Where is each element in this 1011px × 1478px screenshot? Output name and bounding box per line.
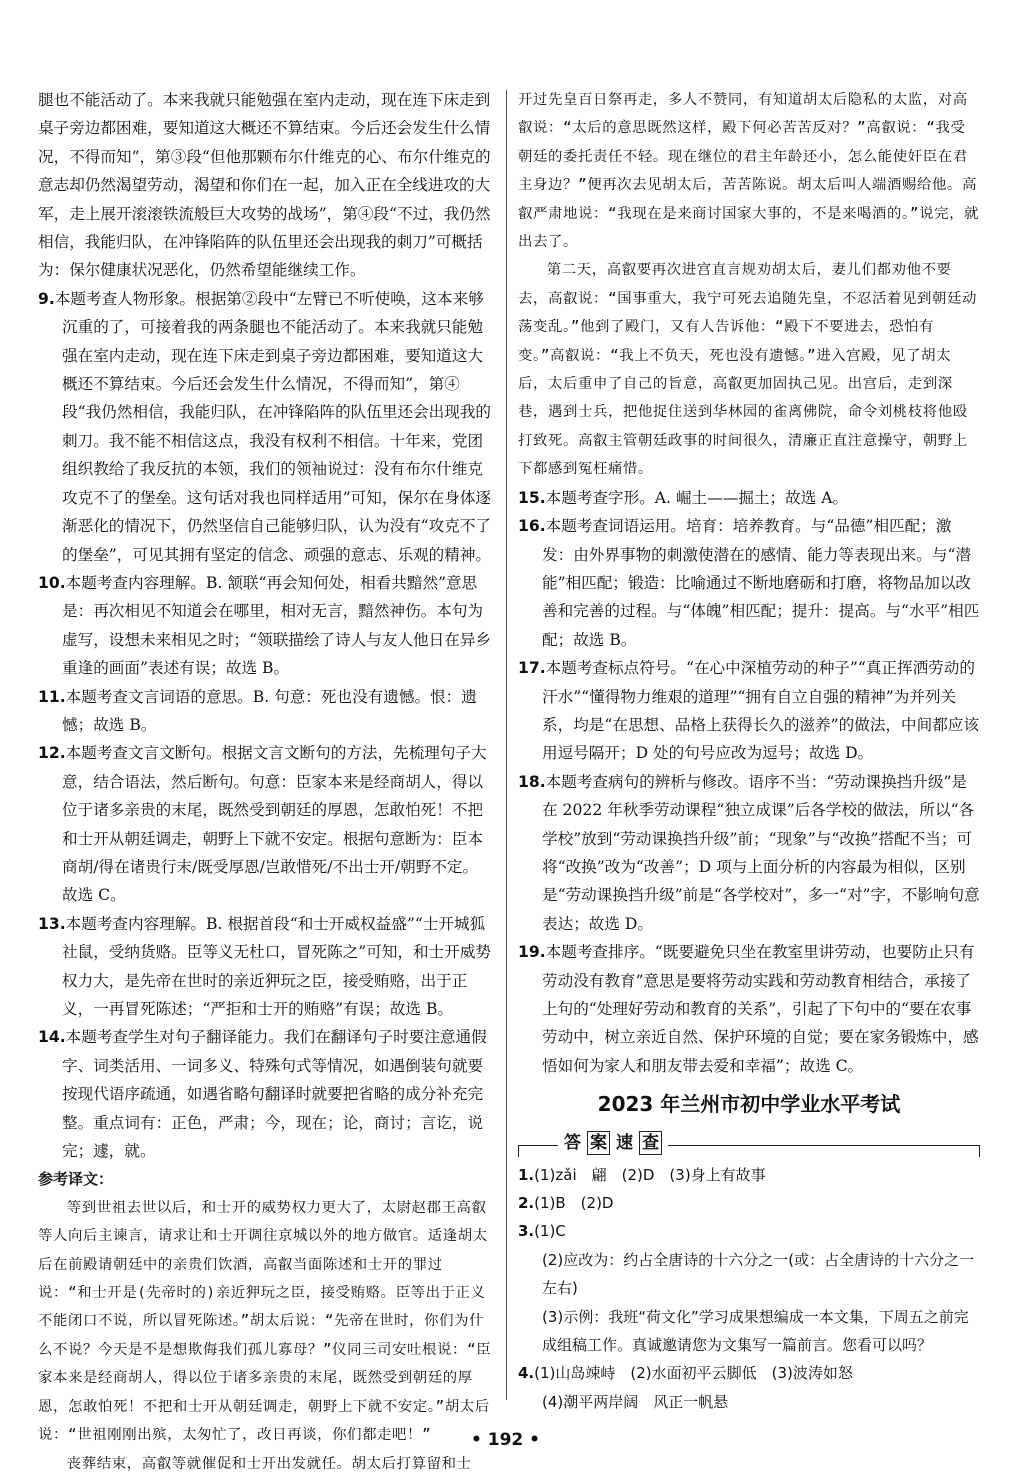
banner-cap-left <box>518 1145 519 1157</box>
answer-item-18: 18.本题考查病句的辨析与修改。语序不当：“劳动课换挡升级”是在 2022 年秋季劳动课程“独立成课”后各学校的做法，所以“各学校”放到“劳动课换挡升级”前；“现象”与“改换”搭配不当；可将“改换”改为“改善”；D 项与上面分析的内容最为相似，区别是“劳动课换挡升级”前是“各学校对”，多一“对”字，不影响句意表达；故选 D。 <box>518 772 980 933</box>
quick-answer-3: 3.(1)C <box>518 1222 566 1241</box>
translation-paragraph-1: 等到世祖去世以后，和士开的威势权力更大了，太尉赵郡王高叡等人向后主谏言，请求让和士开调往京城以外的地方做官。适逢胡太后在前殿请朝廷中的亲贵们饮酒，高叡当面陈述和士开的罪过说：“和士开是(先帝时的)亲近狎玩之臣，接受贿赂。臣等出于正义不能闭口不说，所以冒死陈述。”胡太后说：“先帝在世时，你们为什么不说？今天是不是想欺侮我们孤儿寡母？”仪同三司安吐根说：“臣家本来是经商胡人，得以位于诸多亲贵的末尾，既然受到朝廷的厚恩，怎敢怕死！不把和士开从朝廷调走，朝野上下就不安定。”胡太后说：“世祖刚刚出殡，太匆忙了，改日再谈，你们都走吧！” <box>38 1199 492 1444</box>
quick-answer-4: 4.(1)山岛竦峙 (2)水面初平云脚低 (3)波涛如怒 <box>518 1364 853 1383</box>
right-column <box>518 86 980 1416</box>
answer-item-14: 14.本题考查学生对句子翻译能力。我们在翻译句子时要注意通假字、词类活用、一词多义、特殊句式等情况，如遇倒装句就要按现代语序疏通，如遇省略句翻译时就要把省略的成分补充完整。重点词有：正色，严肃；今，现在；论，商讨；言讫，说完；遽，就。 <box>38 1028 487 1161</box>
quick-answers <box>518 1161 980 1417</box>
quick-answer-4-4: (4)潮平两岸阔 风正一帆悬 <box>542 1392 729 1411</box>
left-column <box>38 86 493 1478</box>
banner-chars <box>558 1131 668 1155</box>
answer-item-19: 19.本题考查排序。“既要避免只坐在教室里讲劳动，也要防止只有劳动没有教育”意思是要将劳动实践和劳动教育相结合，承接了上句的“处理好劳动和教育的关系”，引起了下句中的“要在农事劳动中，树立亲近自然、保护环境的自觉；要在家务锻炼中，感悟如何为家人和朋友带去爱和幸福”；故选 C。 <box>518 943 979 1075</box>
banner-char-3: 速 <box>616 1132 633 1153</box>
answer-item-17: 17.本题考查标点符号。“在心中深植劳动的种子”“真正挥洒劳动的汗水”“懂得物力维艰的道理”“拥有自立自强的精神”为并列关系，均是“在思想、品格上获得长久的滋养”的做法，中间都应该用逗号隔开；D 处的句号应改为逗号；故选 D。 <box>518 659 979 763</box>
answer-item-9: 9.本题考查人物形象。根据第②段中“左臂已不听使唤，这本来够沉重的了，可接着我的两条腿也不能活动了。本来我就只能勉强在室内走动，现在连下床走到桌子旁边都困难，要知道这大概还不算结束。今后还会发生什么情况，不得而知”，第④段“我仍然相信，我能归队，在冲锋陷阵的队伍里还会出现我的刺刀。我不能不相信这点，我没有权利不相信。十年来，党团组织教给了我反抗的本领，我们的领袖说过：没有布尔什维克攻克不了的堡垒。这句话对我也同样适用”可知，保尔在身体逐渐恶化的情况下，仍然坚信自己能够归队，认为没有“攻克不了的堡垒”，可见其拥有坚定的信念、顽强的意志、乐观的精神。 <box>38 289 492 564</box>
answer-item-13: 13.本题考查内容理解。B. 根据首段“和士开威权益盛”“士开城狐社鼠，受纳货赂。臣等义无杜口，冒死陈之”可知，和士开威势权力大，是先帝在世时的亲近狎玩之臣，接受贿赂，出于正义，一再冒死陈述；“严拒和士开的贿赂”有误；故选 B。 <box>38 914 492 1018</box>
quick-answer-3-2: (2)应改为：约占全唐诗的十六分之一(或：占全唐诗的十六分之一左右) <box>542 1250 975 1298</box>
translation-paragraph-2: 丧葬结束，高叡等就催促和士开出发就任。胡太后打算留和士 <box>66 1455 472 1472</box>
answer-quick-check-banner <box>518 1125 980 1159</box>
banner-char-4: 查 <box>639 1131 662 1155</box>
answer-item-12: 12.本题考查文言文断句。根据文言文断句的方法，先梳理句子大意，结合语法，然后断句。句意：臣家本来是经商胡人，得以位于诸多亲贵的末尾，既然受到朝廷的厚恩，怎敢怕死！不把和士开从朝廷调走，朝野上下就不安定。根据句意断为：臣本商胡/得在诸贵行末/既受厚恩/岂敢惜死/不出士开/朝野不定。故选 C。 <box>38 744 487 905</box>
banner-char-2: 案 <box>587 1131 610 1155</box>
reference-translation-heading: 参考译文： <box>38 1170 114 1189</box>
banner-char-1: 答 <box>564 1132 581 1153</box>
answer-item-10: 10.本题考查内容理解。B. 颔联“再会知何处，相看共黯然”意思是：再次相见不知道会在哪里，相对无言，黯然神伤。本句为虚写，设想未来相见之时；“领联描绘了诗人与友人他日在异乡重逢的画面”表述有误；故选 B。 <box>38 573 492 678</box>
translation-paragraph-3: 第二天，高叡要再次进宫直言规劝胡太后，妻儿们都劝他不要去，高叡说：“国事重大，我宁可死去追随先皇，不忍活着见到朝廷动荡变乱。”他到了殿门，又有人告诉他：“殿下不要进去，恐怕有变。”高叡说：“我上不负天，死也没有遗憾。”进入宫殿，见了胡太后，太后重申了自己的旨意，高叡更加固执己见。出宫后，走到深巷，遇到士兵，把他捉住送到华林园的雀离佛院，命令刘桃枝将他殴打致死。高叡主管朝廷政事的时间很久，清廉正直注意操守，朝野上下都感到冤枉痛惜。 <box>518 262 977 478</box>
answer-item-11: 11.本题考查文言词语的意思。B. 句意：死也没有遗憾。恨：遗憾；故选 B。 <box>38 687 477 734</box>
column-divider <box>506 90 507 1400</box>
banner-cap-right <box>979 1145 980 1157</box>
intro-paragraph: 腿也不能活动了。本来我就只能勉强在室内走动，现在连下床走到桌子旁边都困难，要知道这大概还不算结束。今后还会发生什么情况，不得而知”，第③段“但他那颗布尔什维克的心、布尔什维克的意志却仍然渴望劳动，渴望和你们在一起，加入正在全线进攻的大军，走上展开滚滚铁流般巨大攻势的战场”，第④段“不过，我仍然相信，我能归队，在冲锋陷阵的队伍里还会出现我的刺刀”可概括为：保尔健康状况恶化，仍然希望能继续工作。 <box>38 91 491 280</box>
answer-item-16: 16.本题考查词语运用。培育：培养教育。与“品德”相匹配；激发：由外界事物的刺激使潜在的感情、能力等表现出来。与“潜能”相匹配；锻造：比喻通过不断地磨砺和打磨，将物品加以改善和完善的过程。与“体魄”相匹配；提升：提高。与“水平”相匹配；故选 B。 <box>518 517 980 649</box>
answer-item-15: 15.本题考查字形。A. 崛土——掘土；故选 A。 <box>518 488 849 507</box>
translation-paragraph-2-cont: 开过先皇百日祭再走，多人不赞同，有知道胡太后隐私的太监，对高叡说：“太后的意思既然这样，殿下何必苦苦反对？”高叡说：“我受朝廷的委托责任不轻。现在继位的君主年龄还小，怎么能使奸臣在君主身边？”便再次去见胡太后，苦苦陈说。胡太后叫人端酒赐给他。高叡严肃地说：“我现在是来商讨国家大事的，不是来喝酒的。”说完，就出去了。 <box>518 92 980 251</box>
page-number: • 192 • <box>470 1430 541 1450</box>
quick-answer-2: 2.(1)B (2)D <box>518 1194 614 1213</box>
exam-title: 2023 年兰州市初中学业水平考试 <box>597 1092 901 1117</box>
quick-answer-1: 1.(1)zǎi 翩 (2)D (3)身上有故事 <box>518 1165 766 1184</box>
quick-answer-3-3: (3)示例：我班“荷文化”学习成果想编成一本文集，下周五之前完成组稿工作。真诚邀请您为文集写一篇前言。您看可以吗？ <box>542 1307 969 1355</box>
